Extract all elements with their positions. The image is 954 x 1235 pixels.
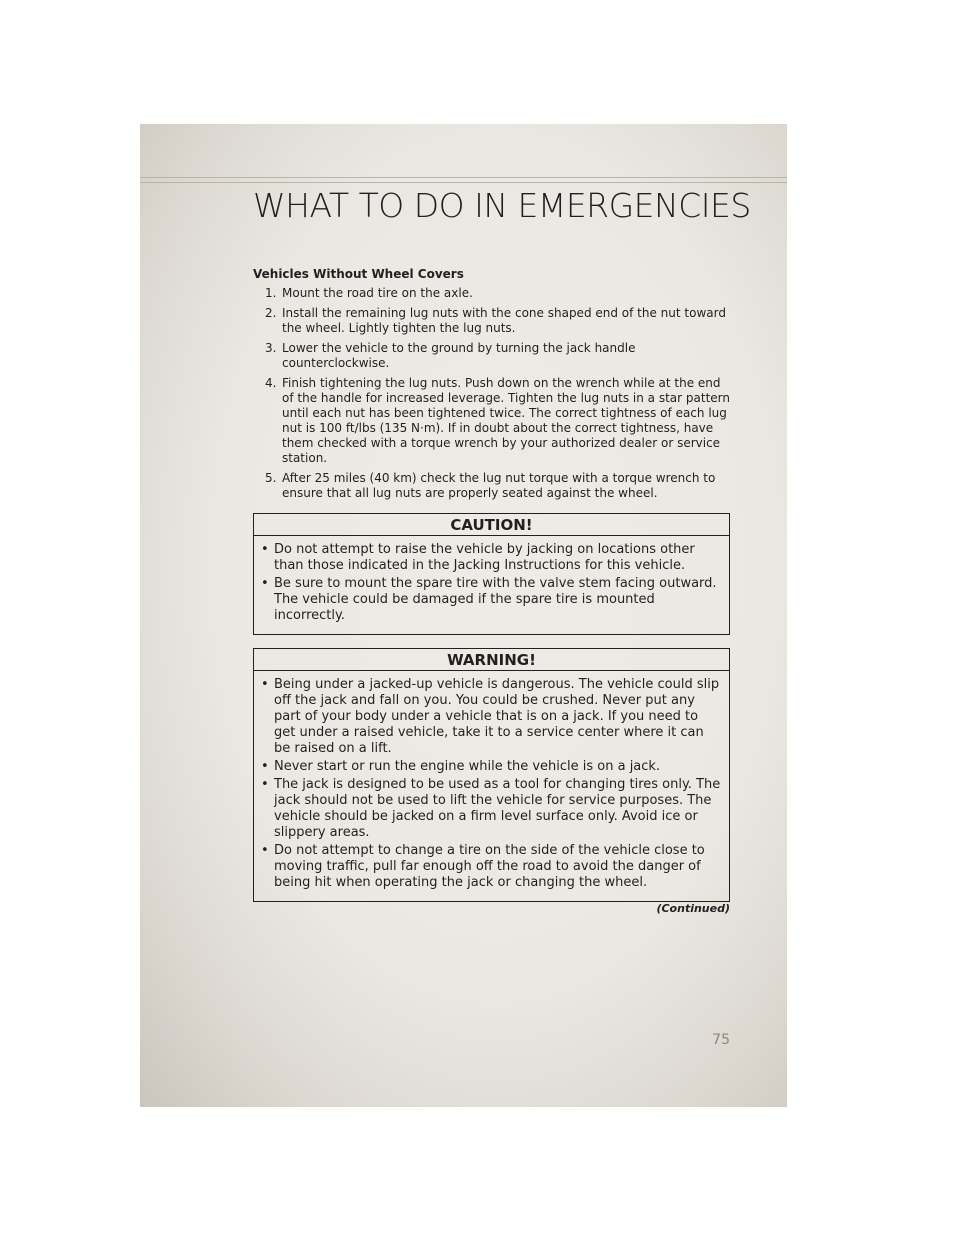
list-item — [253, 376, 730, 466]
warning-item — [261, 777, 721, 841]
step-number: 1. — [265, 286, 277, 300]
step-number: 2. — [265, 306, 277, 320]
bullet-icon: • — [261, 843, 269, 858]
caution-heading: CAUTION! — [254, 514, 729, 536]
bullet-icon: • — [261, 542, 269, 557]
page-number: 75 — [712, 1032, 730, 1048]
step-text: Lower the vehicle to the ground by turning the jack handle counterclockwise. — [282, 341, 636, 370]
continued-label: (Continued) — [656, 902, 730, 915]
bullet-icon: • — [261, 759, 269, 774]
step-text: Install the remaining lug nuts with the cone shaped end of the nut toward the wheel. Lightly tighten the lug nuts. — [282, 306, 726, 335]
caution-body — [254, 536, 729, 634]
caution-box — [253, 513, 730, 635]
warning-item — [261, 677, 721, 757]
warning-item-text: The jack is designed to be used as a tool for changing tires only. The jack should not be used to lift the vehicle for service purposes. The vehicle should be jacked on a firm level surface only. Avoid ice or slippery areas. — [274, 777, 721, 840]
caution-item — [261, 542, 721, 574]
header-rule-bottom — [140, 182, 787, 183]
step-number: 5. — [265, 471, 277, 485]
step-text: Finish tightening the lug nuts. Push down on the wrench while at the end of the handle for increased leverage. Tighten the lug nuts in a star pattern until each nut has been tightened twice. The correct tightness of each lug nut is 100 ft/lbs (135 N·m). If in doubt about the correct tightness, have them checked with a torque wrench by your authorized dealer or service station. — [282, 376, 731, 465]
list-item — [253, 286, 730, 301]
warning-item — [261, 843, 721, 891]
warning-item-text: Never start or run the engine while the vehicle is on a jack. — [274, 759, 661, 774]
caution-item-text: Do not attempt to raise the vehicle by jacking on locations other than those indicated in the Jacking Instructions for this vehicle. — [274, 542, 695, 573]
step-number: 4. — [265, 376, 277, 390]
step-number: 3. — [265, 341, 277, 355]
step-text: Mount the road tire on the axle. — [282, 286, 473, 300]
caution-item — [261, 576, 721, 624]
warning-heading: WARNING! — [254, 649, 729, 671]
section-heading: Vehicles Without Wheel Covers — [253, 267, 464, 281]
steps-list — [253, 286, 730, 501]
list-item — [253, 306, 730, 336]
bullet-icon: • — [261, 777, 269, 792]
bullet-icon: • — [261, 677, 269, 692]
warning-body — [254, 671, 729, 901]
header-rule-top — [140, 177, 787, 178]
caution-item-text: Be sure to mount the spare tire with the valve stem facing outward. The vehicle could be damaged if the spare tire is mounted incorrectly. — [274, 576, 717, 623]
list-item — [253, 341, 730, 371]
warning-item-text: Do not attempt to change a tire on the side of the vehicle close to moving traffic, pull far enough off the road to avoid the danger of being hit when operating the jack or changing the wheel. — [274, 843, 705, 890]
page-panel — [140, 124, 787, 1107]
warning-item — [261, 759, 721, 775]
bullet-icon: • — [261, 576, 269, 591]
warning-item-text: Being under a jacked-up vehicle is dangerous. The vehicle could slip off the jack and fall on you. You could be crushed. Never put any part of your body under a vehicle that is on a jack. If you need to get under a raised vehicle, take it to a service center where it can be raised on a lift. — [274, 677, 720, 756]
page-title: WHAT TO DO IN EMERGENCIES — [253, 186, 751, 225]
step-text: After 25 miles (40 km) check the lug nut torque with a torque wrench to ensure that all lug nuts are properly seated against the wheel. — [282, 471, 716, 500]
warning-box — [253, 648, 730, 902]
list-item — [253, 471, 730, 501]
content-area — [253, 267, 730, 915]
